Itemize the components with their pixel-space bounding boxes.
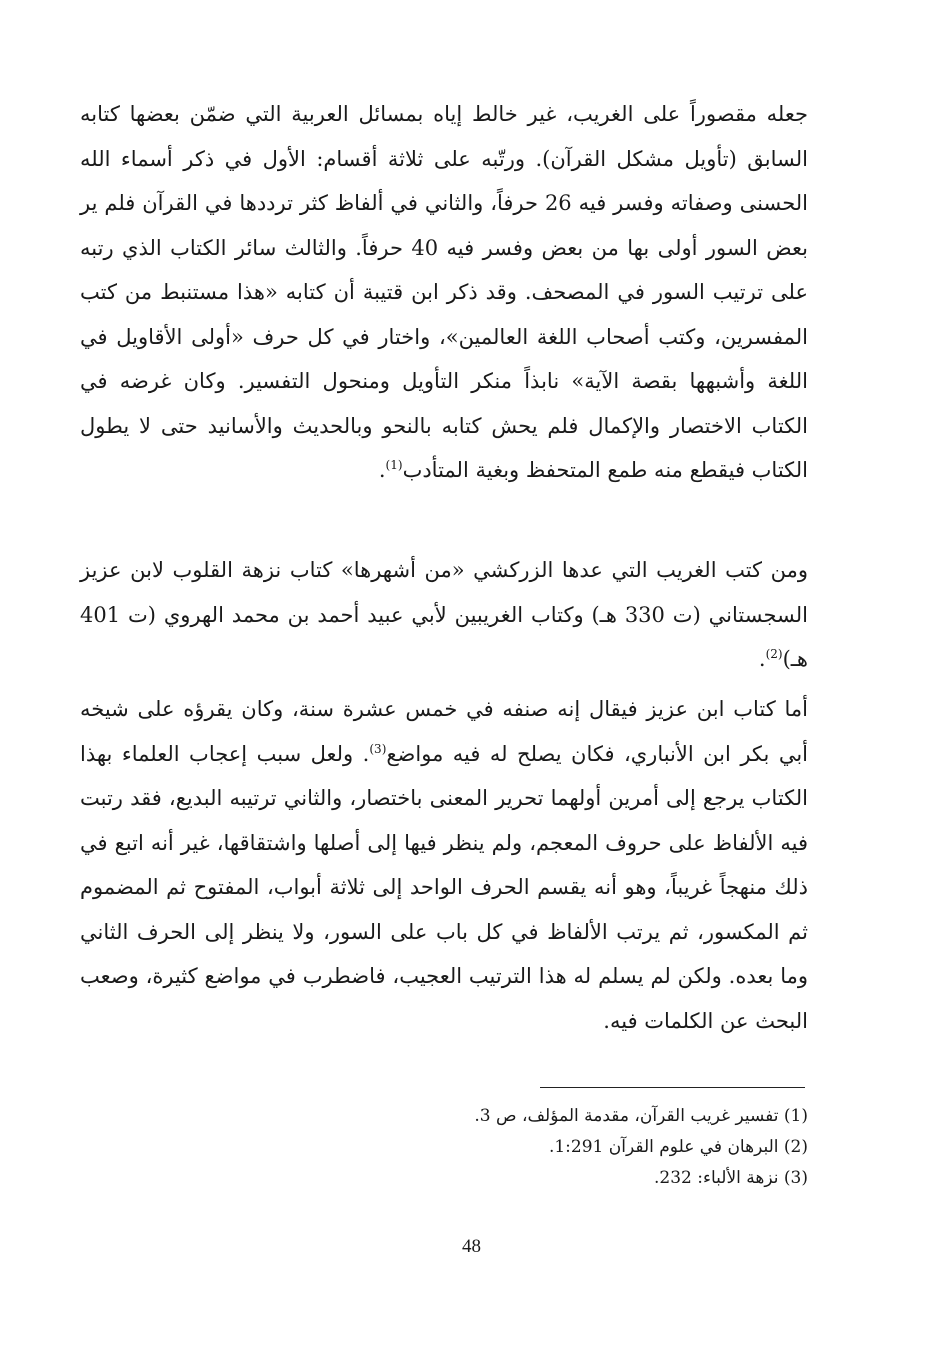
footnotes — [300, 1101, 808, 1194]
footnote-3 — [300, 1163, 808, 1194]
paragraph-1-text: جعله مقصوراً على الغريب، غير خالط إياه بمسائل العربية التي ضمّن بعضها كتابه السابق (تأويل مشكل القرآن). ورتّبه على ثلاثة أقسام: الأول في ذكر أسماء الله الحسنى وصفاته وفسر فيه 26 حرفاً، والثاني في ألفاظ كثر ترددها في القرآن فلم ير بعض السور أولى بها من بعض وفسر فيه 40 حرفاً. والثالث سائر الكتاب الذي رتبه على ترتيب السور في المصحف. وقد ذكر ابن قتيبة أن كتابه «هذا مستنبط من كتب المفسرين، وكتب أصحاب اللغة العالمين»، واختار في كل حرف «أولى الأقاويل في اللغة وأشبهها بقصة الآية» نابذاً منكر التأويل ومنحول التفسير. وكان غرضه في الكتاب الاختصار والإكمال فلم يحش كتابه بالنحو وبالحديث والأسانيد حتى لا يطول الكتاب فيقطع منه طمع المتحفظ وبغية المتأدب — [80, 102, 808, 482]
paragraph-1 — [80, 92, 808, 493]
footnote-2 — [300, 1132, 808, 1163]
footnote-number: (2) — [783, 1137, 808, 1157]
footnote-number: (1) — [783, 1106, 808, 1126]
paragraph-3 — [80, 687, 808, 1043]
footnote-ref-3: (3) — [369, 741, 387, 756]
paragraph-1-end: . — [378, 458, 386, 482]
footnote-number: (3) — [783, 1168, 808, 1188]
paragraph-2-end: . — [758, 647, 766, 671]
paragraph-3-text-before: أما كتاب ابن عزيز فيقال إنه صنفه في خمس عشرة سنة، وكان يقرؤه على شيخه أبي بكر ابن الأنباري، فكان يصلح له فيه مواضع — [80, 697, 808, 766]
footnote-ref-1: (1) — [385, 458, 403, 472]
page-number: 48 — [462, 1236, 481, 1257]
footnote-1 — [300, 1101, 808, 1132]
paragraph-3-text-after: . ولعل سبب إعجاب العلماء بهذا الكتاب يرجع إلى أمرين أولهما تحرير المعنى باختصار، والثاني ترتيبه البديع، فقد رتبت فيه الألفاظ على حروف المعجم، ولم ينظر فيها إلى أصلها واشتقاقها، غير أنه اتبع في ذلك منهجاً غريباً، وهو أنه يقسم الحرف الواحد إلى ثلاثة أبواب، المفتوح ثم المضموم ثم المكسور، ثم يرتب الألفاظ في كل باب على السور، ولا ينظر إلى الحرف الثاني وما بعده. ولكن لم يسلم له هذا الترتيب العجيب، فاضطرب في مواضع كثيرة، وصعب البحث عن الكلمات فيه. — [80, 741, 808, 1033]
footnote-text: تفسير غريب القرآن، مقدمة المؤلف، ص 3. — [474, 1106, 779, 1126]
footnote-text: البرهان في علوم القرآن 1:291. — [548, 1137, 779, 1157]
paragraph-2 — [80, 548, 808, 682]
paragraph-2-text: ومن كتب الغريب التي عدها الزركشي «من أشهرها» كتاب نزهة القلوب لابن عزيز السجستاني (ت 330 هـ) وكتاب الغريبين لأبي عبيد أحمد بن محمد الهروي (ت 401 هـ) — [80, 558, 808, 671]
footnote-ref-2: (2) — [765, 647, 783, 661]
footnote-divider — [540, 1087, 805, 1088]
footnote-text: نزهة الألباء: 232. — [653, 1168, 779, 1188]
